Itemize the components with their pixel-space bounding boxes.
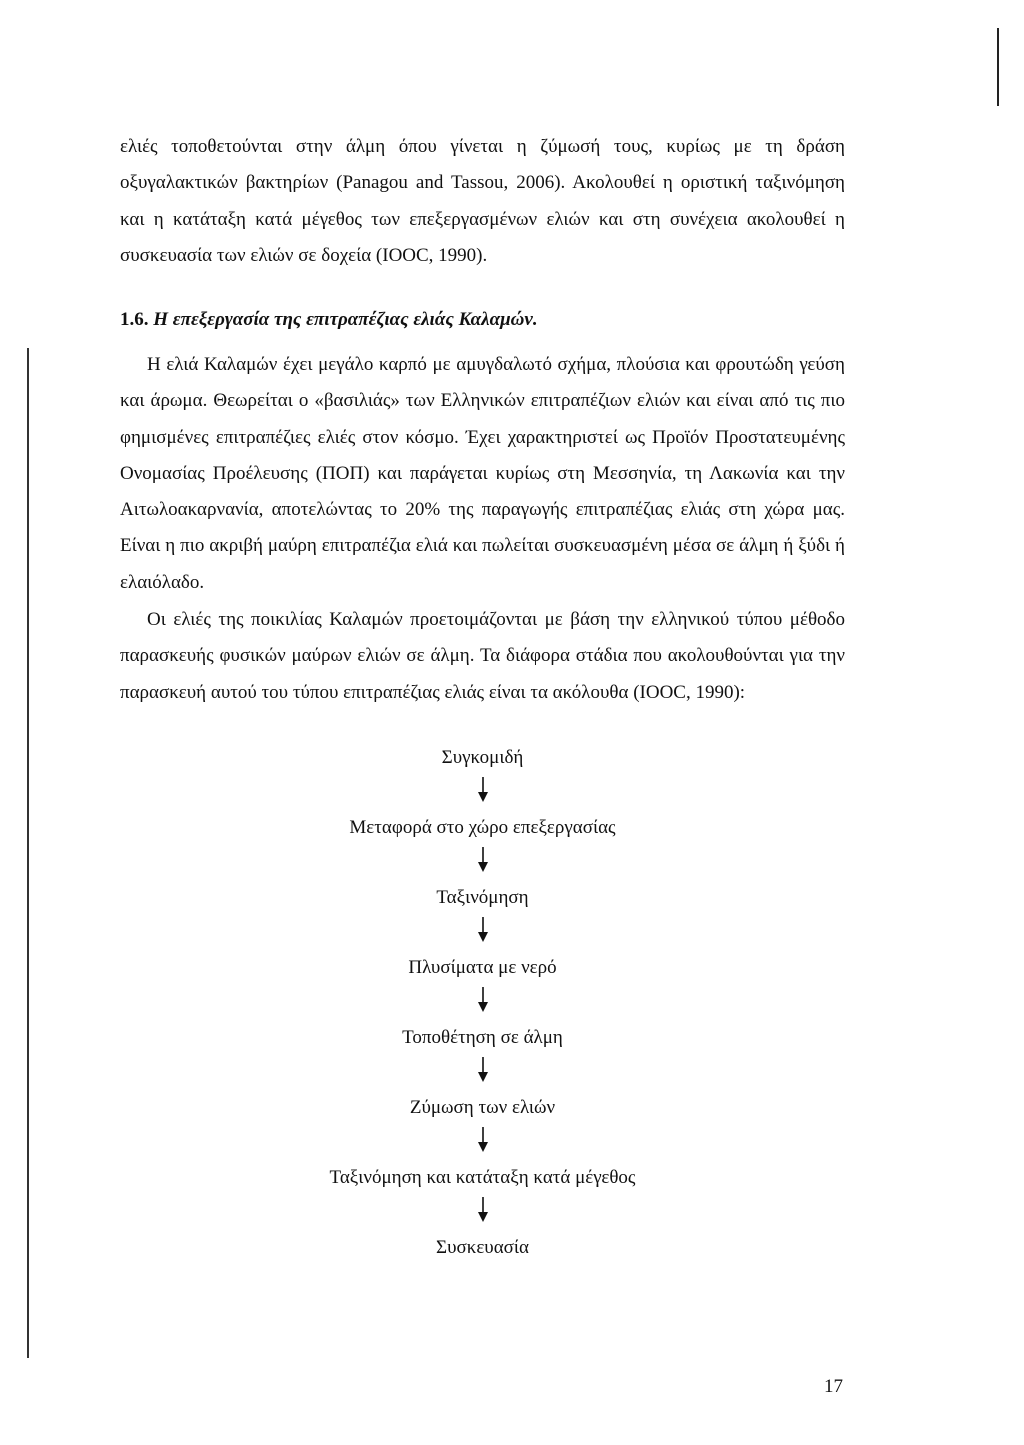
process-flowchart [120, 741, 845, 1265]
flow-arrow [120, 845, 845, 881]
flow-arrow [120, 775, 845, 811]
flow-arrow [120, 915, 845, 951]
flow-step: Συσκευασία [436, 1237, 529, 1258]
paragraph-brining: ελιές τοποθετούνται στην άλμη όπου γίνεται η ζύμωσή τους, κυρίως με τη δράση οξυγαλακτικών βακτηρίων (Panagou and Tassou, 2006). Ακολουθεί η οριστική ταξινόμηση και η κατάταξη κατά μέγεθος των επεξεργασμένων ελιών και στη συνέχεια ακολουθεί η συσκευασία των ελιών σε δοχεία (IOOC, 1990). [120, 136, 845, 266]
arrow-down-icon [477, 1057, 489, 1083]
flow-arrow [120, 985, 845, 1021]
flow-step: Συγκομιδή [441, 747, 524, 768]
arrow-down-icon [477, 1197, 489, 1223]
paragraph-kalamon-olive: Η ελιά Καλαμών έχει μεγάλο καρπό με αμυγδαλωτό σχήμα, πλούσια και φρουτώδη γεύση και άρωμα. Θεωρείται ο «βασιλιάς» των Ελληνικών επιτραπέζιων ελιών και είναι από τις πιο φημισμένες επιτραπέζιες ελιές στον κόσμο. Έχει χαρακτηριστεί ως Προϊόν Προστατευμένης Ονομασίας Προέλευσης (ΠΟΠ) και παράγεται κυρίως στη Μεσσηνία, τη Λακωνία και την Αιτωλοακαρνανία, αποτελώντας το 20% της παραγωγής επιτραπέζιας ελιάς στη χώρα μας. Είναι η πιο ακριβή μαύρη επιτραπέζια ελιά και πωλείται συσκευασμένη μέσα σε άλμη ή ξύδι ή ελαιόλαδο. [120, 354, 845, 593]
section-title: Η επεξεργασία της επιτραπέζιας ελιάς Καλαμών. [153, 309, 538, 330]
paragraph-process-intro: Οι ελιές της ποικιλίας Καλαμών προετοιμάζονται με βάση την ελληνικού τύπου μέθοδο παρασκευής φυσικών μαύρων ελιών σε άλμη. Τα διάφορα στάδια που ακολουθούνται για την παρασκευή αυτού του τύπου επιτραπέζιας ελιάς είναι τα ακόλουθα (IOOC, 1990): [120, 609, 845, 703]
flow-step: Πλυσίματα με νερό [408, 957, 557, 978]
arrow-down-icon [477, 917, 489, 943]
flow-step: Ζύμωση των ελιών [409, 1097, 556, 1118]
scan-edge-line-right [997, 28, 999, 106]
scan-edge-line-left [27, 348, 29, 1358]
arrow-down-icon [477, 1127, 489, 1153]
arrow-down-icon [477, 847, 489, 873]
flow-arrow [120, 1055, 845, 1091]
arrow-down-icon [477, 777, 489, 803]
arrow-down-icon [477, 987, 489, 1013]
flow-step: Ταξινόμηση [436, 887, 529, 908]
flow-step: Μεταφορά στο χώρο επεξεργασίας [349, 817, 616, 838]
flow-arrow [120, 1195, 845, 1231]
page-number: 17 [824, 1376, 843, 1397]
flow-step: Ταξινόμηση και κατάταξη κατά μέγεθος [329, 1167, 636, 1188]
section-heading [120, 309, 538, 331]
section-number: 1.6. [120, 309, 149, 330]
flow-arrow [120, 1125, 845, 1161]
flow-step: Τοποθέτηση σε άλμη [402, 1027, 563, 1048]
